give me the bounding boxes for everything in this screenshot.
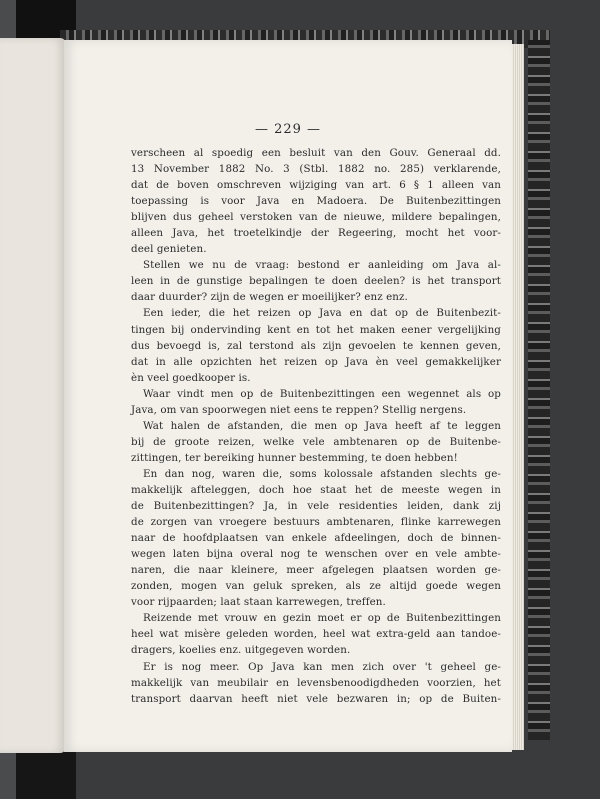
text-line: Een ieder, die het reizen op Java en dat op de Buitenbezit- (143, 307, 501, 320)
text-line: zittingen, ter bereiking hunner bestemming, te doen hebben! (131, 451, 458, 464)
text-line: naar de hoofdplaatsen van enkele afdeelingen, doch de binnen- (131, 532, 501, 545)
text-line: Stellen we nu de vraag: bestond er aanleiding om Java al- (143, 259, 501, 272)
text-line: Waar vindt men op de Buitenbezittingen een wegennet als op (143, 387, 501, 400)
text-line: Reizende met vrouw en gezin moet er op de Buitenbezittingen (143, 612, 501, 625)
text-line: toepassing is voor Java en Madoera. De Buitenbezittingen (131, 195, 501, 208)
text-line: En dan nog, waren die, soms kolossale afstanden slechts ge- (143, 467, 501, 480)
text-line: Java, om van spoorwegen niet eens te reppen? Stellig nergens. (131, 403, 467, 416)
text-line: Er is nog meer. Op Java kan men zich over 't geheel ge- (143, 660, 501, 673)
text-line: de zorgen van vroegere bestuurs ambtenaren, flinke karrewegen (131, 516, 501, 529)
text-line: verscheen al spoedig een besluit van den Gouv. Generaal dd. (131, 147, 501, 159)
page-number: — 229 — (254, 122, 322, 137)
text-line: wegen laten bijna overal nog te wenschen over en vele ambte- (131, 548, 501, 561)
book-cover-right-edge (528, 40, 550, 740)
body-text (131, 145, 501, 707)
facing-page-left (0, 38, 66, 753)
text-line: dragers, koelies enz. uitgegeven worden. (131, 644, 351, 657)
text-line: de Buitenbezittingen? Ja, in vele residenties leiden, dank zij (131, 500, 501, 513)
text-line: naren, die naar kleinere, meer afgelegen plaatsen worden ge- (131, 564, 501, 577)
text-line: blijven dus geheel verstoken van de nieuwe, mildere bepalingen, (131, 211, 501, 224)
text-line: zonden, mogen van geluk spreken, als ze altijd goede wegen (131, 580, 501, 593)
text-line: èn veel goedkooper is. (131, 371, 251, 384)
text-line: bij de groote reizen, welke vele ambtenaren op de Buitenbe- (131, 435, 501, 448)
text-line: transport daarvan heeft niet vele bezwaren in; op de Buiten- (131, 692, 501, 705)
text-line: alleen Java, het troetelkindje der Regeering, mocht het voor- (131, 227, 501, 240)
text-line: 13 November 1882 No. 3 (Stbl. 1882 no. 285) verklarende, (131, 163, 501, 176)
text-line: tingen bij ondervinding kent en tot het maken eener vergelijking (131, 323, 501, 336)
background-corner-bottom (16, 748, 76, 799)
text-line: dat in alle opzichten het reizen op Java èn veel gemakkelijker (131, 355, 501, 368)
text-line: dus bevoegd is, zal terstond als zijn gevoelen te kennen geven, (131, 339, 501, 352)
text-line: Wat halen de afstanden, die men op Java heeft af te leggen (143, 419, 501, 432)
text-line: dat de boven omschreven wijziging van art. 6 § 1 alleen van (131, 179, 501, 192)
text-line: makkelijk van meubilair en levensbenoodigdheden voorzien, het (131, 676, 501, 689)
text-line: makkelijk afteleggen, doch hoe staat het de meeste wegen in (131, 483, 501, 496)
text-line: voor rijpaarden; laat staan karrewegen, treffen. (131, 596, 386, 609)
text-line: deel genieten. (131, 243, 207, 256)
text-line: heel wat misère geleden worden, heel wat extra-geld aan tandoe- (131, 628, 501, 641)
text-line: daar duurder? zijn de wegen er moeilijker? enz enz. (131, 291, 408, 304)
text-line: leen in de gunstige bepalingen te doen deelen? is het transport (131, 275, 501, 288)
